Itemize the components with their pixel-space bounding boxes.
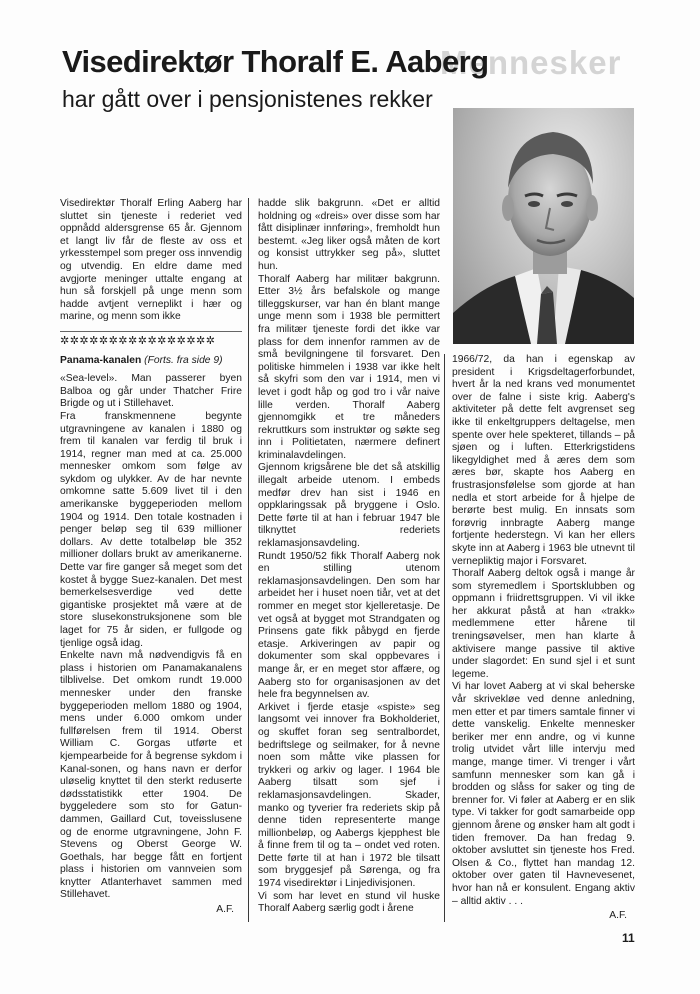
section-separator: ✲✲✲✲✲✲✲✲✲✲✲✲✲✲✲✲ [60,331,242,348]
section-title: Panama-kanalen [60,354,142,366]
paragraph: Gjennom krigsårene ble det så atskillig illegalt arbeide utenom. I embeds medfør drev han sist i 1946 en oppklaringssak på bryggene i Oslo. Dette førte til at han i februar 1947 ble tilknyttet rederiets reklamasjonsavdeling. [258,462,440,550]
author-signature: A.F. [609,910,627,922]
paragraph: Vi som har levet en stund vil huske Thoralf Aaberg særlig godt i årene [258,890,440,915]
author-signature: A.F. [216,904,234,916]
paragraph: Thoralf Aaberg har militær bakgrunn. Etter 3½ års befalskole og mange tilleggskurser, var han én blant mange unge menn som i 1938 ble permittert fra militær tjeneste fordi det ikke var plass for dem innenfor rammen av de små bevilgningene til forsvaret. Den politiske himmelen i 1938 var ikke helt så skyfri som den var i 1914, men vi levet i godt håp og god tro i vår naive lille verden. Thoralf Aaberg gjennomgikk et tre måneders rekruttkurs som instruktør og søkte seg inn i Politietaten, nærmere definert kriminalavdelingen. [258,273,440,461]
paragraph: «Sea-level». Man passerer byen Balboa og går under Thatcher Frire Brigde og ut i Stillehavet. [60,373,242,410]
ghost-heading: Mennesker [440,44,622,81]
section-reference: (Forts. fra side 9) [144,354,223,366]
article-subheadline: har gått over i pensjonistenes rekker [62,86,433,112]
paragraph: Thoralf Aaberg deltok også i mange år som styremedlem i Sportsklubben og oppmann i friidrettsgruppen. Vi vil ikke her akkurat påstå at han «trakk» medlemmene etter hårene til treningsøvelser, men han klarte å aktivisere mange passive til aktive under slagordet: En sund sjel i et sunt legeme. [452,568,635,680]
portrait-photo [453,108,634,344]
page-number: 11 [622,931,635,945]
article-column-1 [60,198,242,917]
paragraph: Enkelte navn må nødvendigvis få en plass i historien om Panamakanalens tilblivelse. Det omkom rundt 19.000 mennesker under den franske byggeperioden mellom 1880 og 1904, mens under 6.000 omkom under fullførelsen frem til 1914. Oberst William C. Gorgas utførte et kjempearbeide for å begrense sykdom i Kanal-sonen, og hans navn er derfor uløselig knyttet til den sterkt reduserte dødsstatistikk etter 1904. De byggeledere som sto for Gatun-dammen, Gaillard Cut, toveisslusene og de enorme utgravningene, John F. Stevens og Oberst George W. Goethals, har begge fått en fortjent plass i historien om vannveien som knytter Atlanterhavet sammen med Stillehavet. [60,650,242,901]
column-divider [444,354,445,922]
column-divider [248,198,249,922]
paragraph: hadde slik bakgrunn. «Det er alltid holdning og «dreis» over disse som har fått disiplinær innføring», fremholdt hun bestemt. «Jeg liker også måten de kort og konsist uttrykker seg på», sluttet hun. [258,198,440,272]
paragraph: Arkivet i fjerde etasje «spiste» seg langsomt vei innover fra Bokholderiet, og skuffet foran seg sentralbordet, bedriftslege og seilmaker, for å nevne noen som måtte vike plassen for trykkeri og arkiv og lager. I 1964 ble Aaberg tilsatt som sjef i reklamasjonsavdelingen. Skader, manko og tyverier fra rederiets skip på denne tiden representerte mange millionbeløp, og Aabergs kjepphest ble å finne frem til og ta – ondet ved roten. Dette førte til at han i 1972 ble tilsatt som bryggesjef på Sørenga, og fra 1974 visedirektør i Linjedivisjonen. [258,701,440,890]
paragraph: 1966/72, da han i egenskap av president i Krigsdeltagerforbundet, hvert år la ned krans ved monumentet over de falne i siste krig. Aaberg's aktiviteter på dette felt avgrenset seg ikke til enkeltgruppers deltagelse, men spente over hele spekteret, tillands – på sjøen og i luften. Etterkrigstidens likegyldighet med å æres dem som æres bør, skapte hos Aaberg en frustrasjonsfølelse som gjorde at han nedla et stort arbeide for å hjelpe de berørte best mulig. En innsats som forøvrig innbragte Aaberg mange fortjente hederstegn. Vi kan her ellers skyte inn at Aaberg i 1963 ble utnevnt til vernepliktig major i Forsvaret. [452,354,635,567]
article-column-3 [452,354,635,923]
paragraph: Rundt 1950/52 fikk Thoralf Aaberg nok en stilling utenom reklamasjonsavdelingen. Den som har arbeidet her i huset noen tiår, vet at det rommer en meget stor kjelleretasje. De vet også at bygget mot Strandgaten og Prinsens gate fikk påbygd en fjerde etasje. Arkiveringen av papir og dokumenter som skal oppbevares i mange år, er en meget stor affære, og Aaberg sto for organisasjonen av det hele fra begynnelsen av. [258,550,440,701]
article-column-2 [258,198,440,916]
continued-section-label [60,355,242,368]
article-headline: Visedirektør Thoralf E. Aaberg [62,44,489,79]
paragraph: Vi har lovet Aaberg at vi skal beherske vår skrivekløe ved denne anledning, men etter et par timers samtale finner vi dette vanskelig. Enkelte mennesker beriker mer enn andre, og vi kunne trolig utvidet vårt lille intervju med mange, mange timer. Vi trenger i vårt samfunn mennesker som kan gå i brodden og slåss for saker og ting de brenner for. Vi føler at Aaberg er en slik type. Vi takker for godt samarbeide opp gjennom årene og ønsker ham alt godt i tiden fremover. Da han fredag 9. oktober avsluttet sin tjeneste hos Fred. Olsen & Co., flyttet han mandag 12. oktober over gaten til Havnevesenet, hvor han nå er konsulent. Engang aktiv – alltid aktiv . . . [452,681,635,907]
paragraph: Visedirektør Thoralf Erling Aaberg har sluttet sin tjeneste i rederiet ved oppnådd aldersgrense 65 år. Gjennom et langt liv får de fleste av oss et yrkesstempel som preger oss innvendig og utvendig. En eldre dame med avgjorte meninger uttalte engang at hun så forskjell på unge menn som hadde avtjent verneplikt i hær og marine, og menn som ikke [60,198,242,323]
paragraph: Fra franskmennene begynte utgravningene av kanalen i 1880 og frem til kanalen var ferdig til bruk i 1914, regner man med at ca. 25.000 mennesker omkom som følge av sykdom og ulykker. Av de har nevnte omkomne satte 5.609 livet til i den amerikanske byggeperioden mellom 1904 og 1914. Den totale kostnaden i penger beløp seg til 639 millioner dollars. Av dette totalbeløp ble 352 millioner dollars brukt av amerikanerne. Dette var fire ganger så meget som det kostet å bygge Suez-kanalen. Det mest bemerkelsesverdige ved dette gigantiske prosjektet må være at de store slusekonstruksjonene som ble laget for 75 år siden, er fullgode og tjenlige også idag. [60,410,242,649]
